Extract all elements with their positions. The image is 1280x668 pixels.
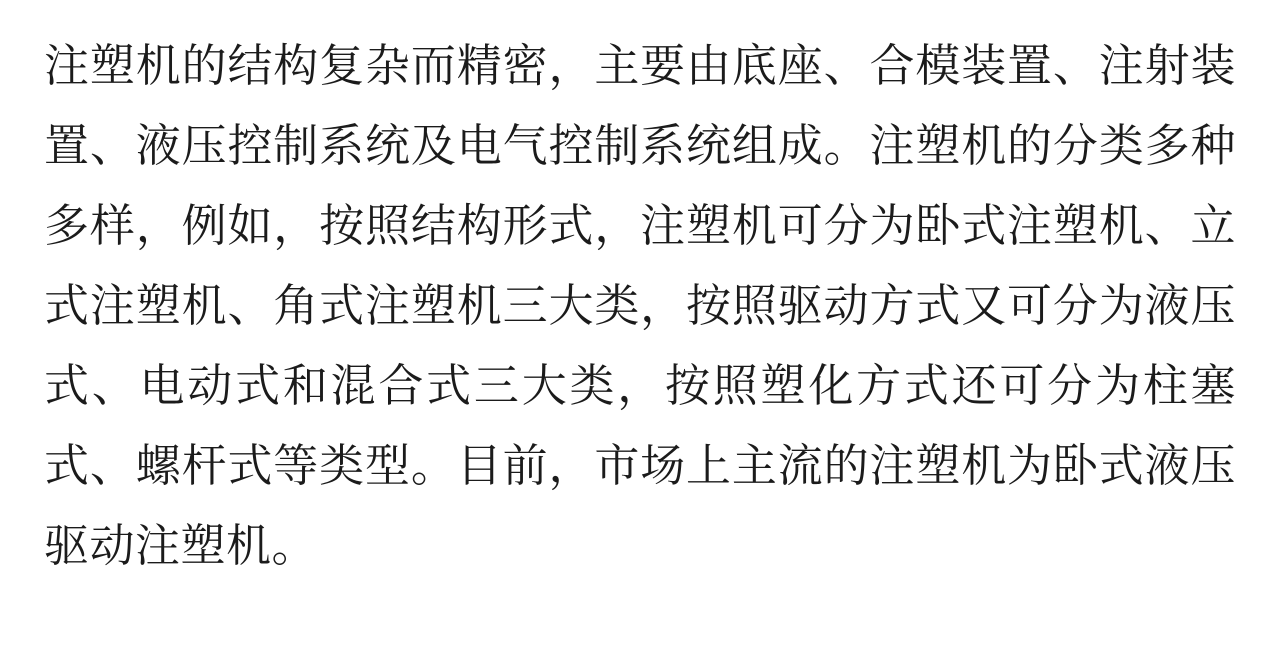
body-paragraph: 注塑机的结构复杂而精密，主要由底座、合模装置、注射装置、液压控制系统及电气控制系统组成。注塑机的分类多种多样，例如，按照结构形式，注塑机可分为卧式注塑机、立式注塑机、角式注塑机三大类，按照驱动方式又可分为液压式、电动式和混合式三大类，按照塑化方式还可分为柱塞式、螺杆式等类型。目前，市场上主流的注塑机为卧式液压驱动注塑机。 (44, 40, 1236, 571)
